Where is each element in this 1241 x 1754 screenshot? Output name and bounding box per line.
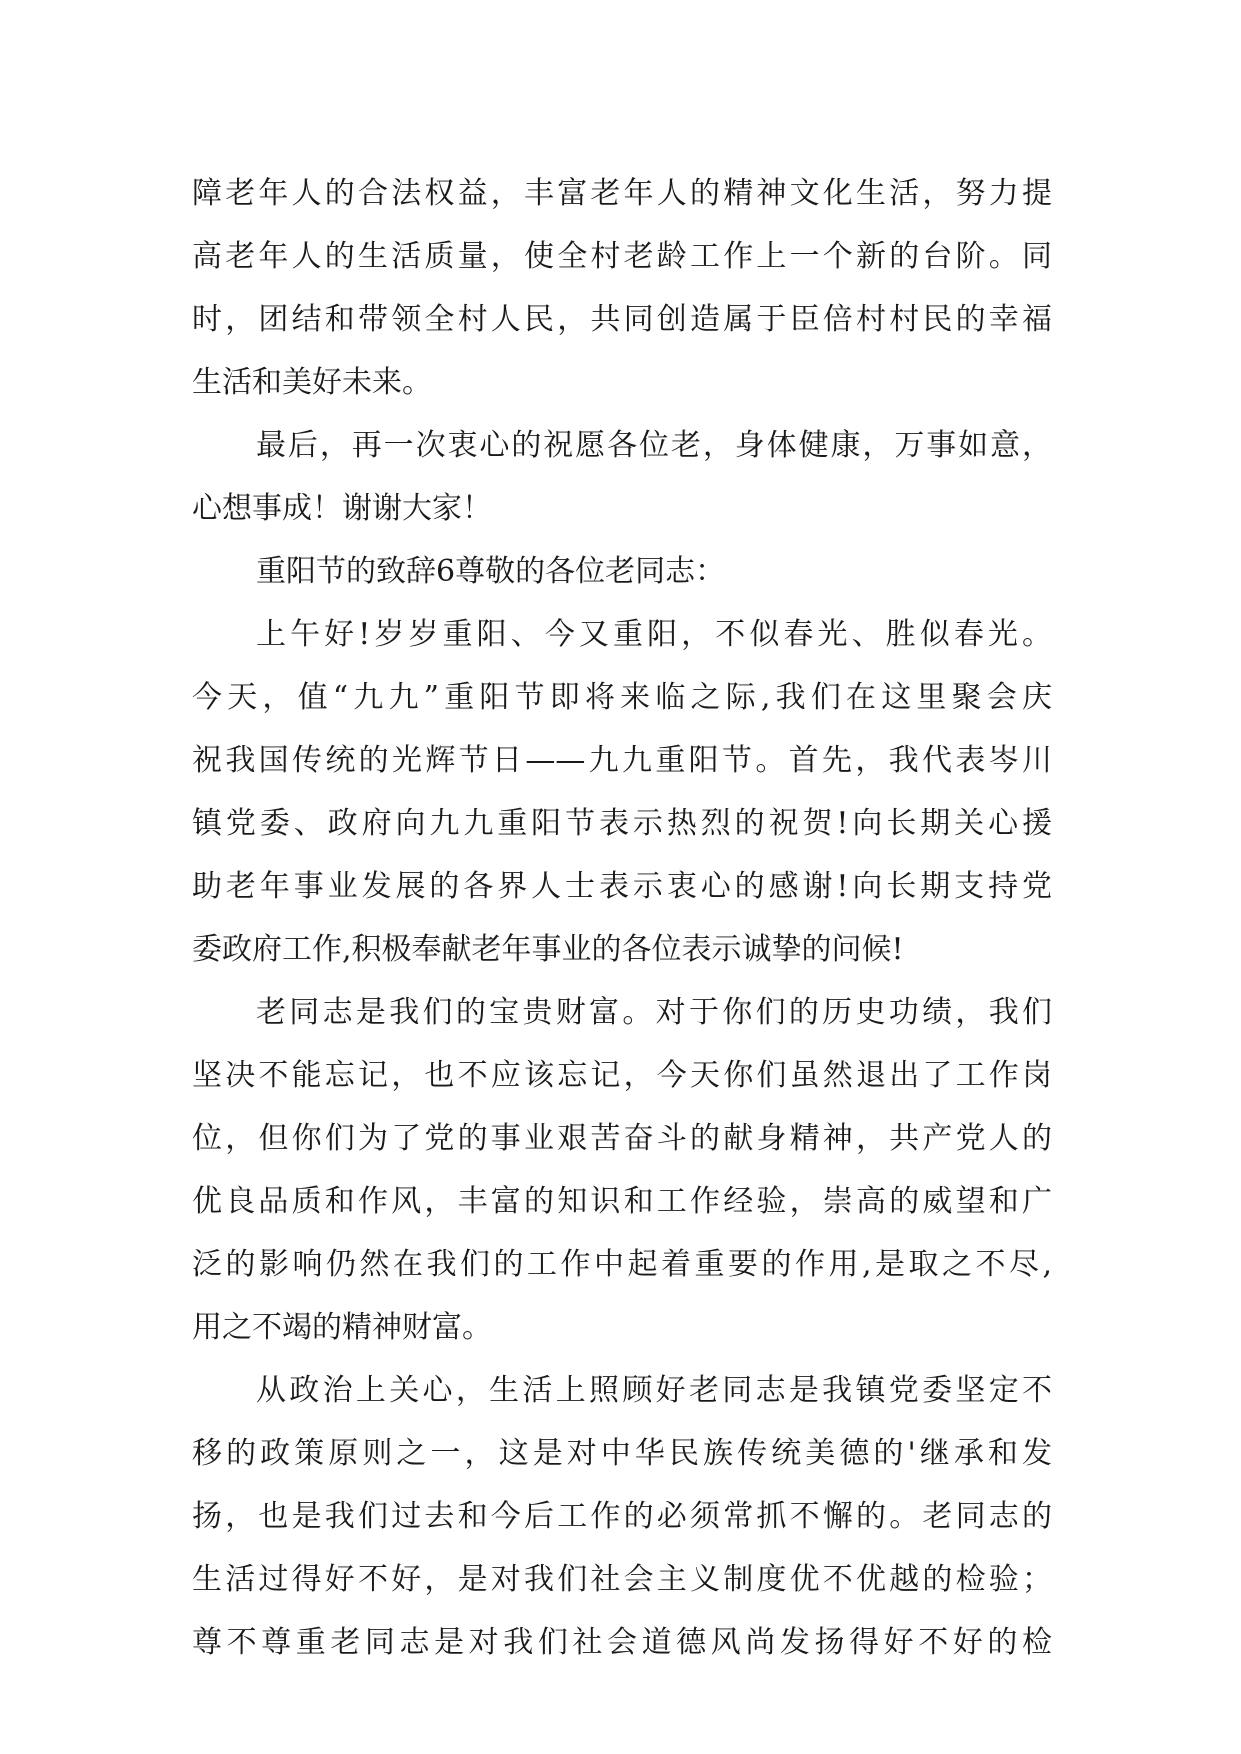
body-line: 尊不尊重老同志是对我们社会道德风尚发扬得好不好的检: [192, 1625, 1052, 1660]
body-line: 坚决不能忘记，也不应该忘记，今天你们虽然退出了工作岗: [192, 1058, 1052, 1093]
body-line: 移的政策原则之一，这是对中华民族传统美德的'继承和发: [192, 1436, 1052, 1471]
body-line: 助老年事业发展的各界人士表示衷心的感谢!向长期支持党: [192, 869, 1052, 904]
section-heading-line: 重阳节的致辞6尊敬的各位老同志：: [256, 554, 726, 589]
body-line: 泛的影响仍然在我们的工作中起着重要的作用,是取之不尽,: [192, 1247, 1052, 1282]
body-line: 委政府工作,积极奉献老年事业的各位表示诚挚的问候!: [192, 932, 904, 967]
body-line: 扬，也是我们过去和今后工作的必须常抓不懈的。老同志的: [192, 1499, 1052, 1534]
body-line: 心想事成！谢谢大家！: [192, 491, 492, 526]
document-body: [192, 162, 1052, 1674]
body-line: 祝我国传统的光辉节日——九九重阳节。首先，我代表岑川: [192, 743, 1052, 778]
body-line: 从政治上关心，生活上照顾好老同志是我镇党委坚定不: [256, 1373, 1052, 1408]
body-line: 用之不竭的精神财富。: [192, 1310, 492, 1345]
body-line: 最后，再一次衷心的祝愿各位老，身体健康，万事如意，: [256, 428, 1052, 463]
body-line: 障老年人的合法权益，丰富老年人的精神文化生活，努力提: [192, 176, 1052, 211]
body-line: 生活过得好不好，是对我们社会主义制度优不优越的检验；: [192, 1562, 1052, 1597]
body-line: 生活和美好未来。: [192, 365, 432, 400]
body-line: 位，但你们为了党的事业艰苦奋斗的献身精神，共产党人的: [192, 1121, 1052, 1156]
body-line: 镇党委、政府向九九重阳节表示热烈的祝贺!向长期关心援: [192, 806, 1052, 841]
body-line: 上午好!岁岁重阳、今又重阳，不似春光、胜似春光。: [256, 617, 1052, 652]
body-line: 老同志是我们的宝贵财富。对于你们的历史功绩，我们: [256, 995, 1052, 1030]
body-line: 高老年人的生活质量，使全村老龄工作上一个新的台阶。同: [192, 239, 1052, 274]
body-line: 今天，值“九九”重阳节即将来临之际,我们在这里聚会庆: [192, 680, 1052, 715]
body-line: 优良品质和作风，丰富的知识和工作经验，崇高的威望和广: [192, 1184, 1052, 1219]
body-line: 时，团结和带领全村人民，共同创造属于臣倍村村民的幸福: [192, 302, 1052, 337]
